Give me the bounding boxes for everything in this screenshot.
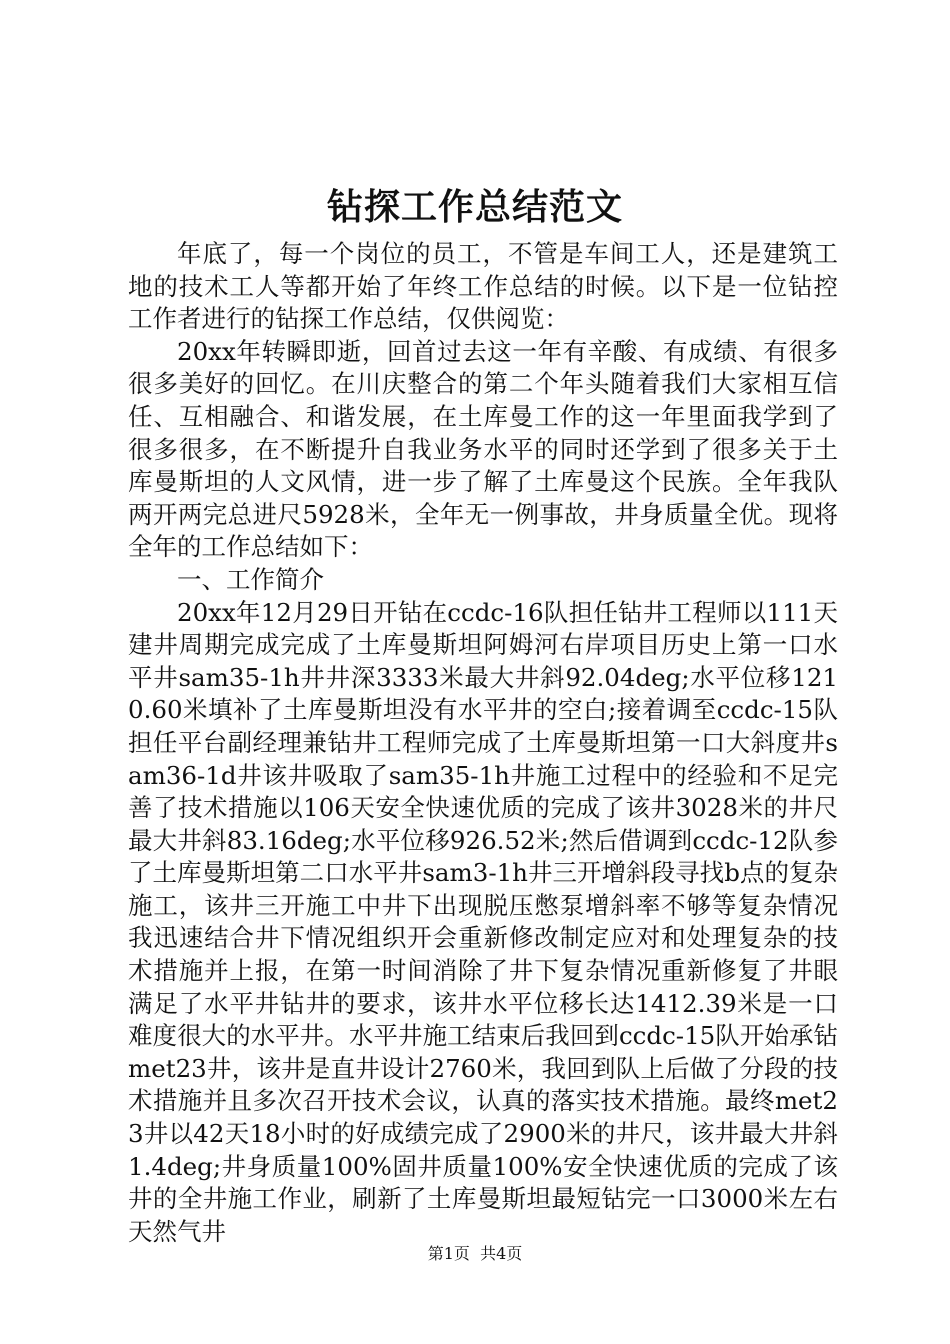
document-title: 钻探工作总结范文 — [326, 186, 623, 228]
paragraph-intro: 年底了，每一个岗位的员工，不管是车间工人，还是建筑工地的技术工人等都开始了年终工作总结的时候。以下是一位钻控工作者进行的钻探工作总结，仅供阅览： — [128, 239, 838, 334]
document-body — [128, 238, 838, 1248]
page-number-label: 第1页 共4页 — [427, 1244, 523, 1263]
section-heading-work-intro: 一、工作简介 — [177, 564, 324, 594]
page-footer — [0, 1242, 950, 1266]
paragraph-summary: 20xx年转瞬即逝，回首过去这一年有辛酸、有成绩、有很多很多美好的回忆。在川庆整合的第二个年头随着我们大家相互信任、互相融合、和谐发展，在土库曼工作的这一年里面我学到了很多很多，在不断提升自我业务水平的同时还学到了很多关于土库曼斯坦的人文风情，进一步了解了土库曼这个民族。全年我队两开两完总进尺5928米，全年无一例事故，井身质量全优。现将全年的工作总结如下： — [128, 336, 838, 562]
paragraph-work-details: 20xx年12月29日开钻在ccdc-16队担任钻井工程师以111天建井周期完成完成了土库曼斯坦阿姆河右岸项目历史上第一口水平井sam35-1h井井深3333米最大井斜92.04deg;水平位移1210.60米填补了土库曼斯坦没有水平井的空白;接着调至ccdc-15队担任平台副经理兼钻井工程师完成了土库曼斯坦第一口大斜度井sam36-1d井该井吸取了sam35-1h井施工过程中的经验和不足完善了技术措施以106天安全快速优质的完成了该井3028米的井尺最大井斜83.16deg;水平位移926.52米;然后借调到ccdc-12队参了土库曼斯坦第二口水平井sam3-1h井三开增斜段寻找b点的复杂施工，该井三开施工中井下出现脱压憋泵增斜率不够等复杂情况我迅速结合井下情况组织开会重新修改制定应对和处理复杂的技术措施并上报，在第一时间消除了井下复杂情况重新修复了井眼满足了水平井钻井的要求，该井水平位移长达1412.39米是一口难度很大的水平井。水平井施工结束后我回到ccdc-15队开始承钻met23井，该井是直井设计2760米，我回到队上后做了分段的技术措施并且多次召开技术会议，认真的落实技术措施。最终met23井以42天18小时的好成绩完成了2900米的井尺，该井最大井斜1.4deg;井身质量100%固井质量100%安全快速优质的完成了该井的全井施工作业，刷新了土库曼斯坦最短钻完一口3000米左右天然气井 — [128, 597, 838, 1246]
